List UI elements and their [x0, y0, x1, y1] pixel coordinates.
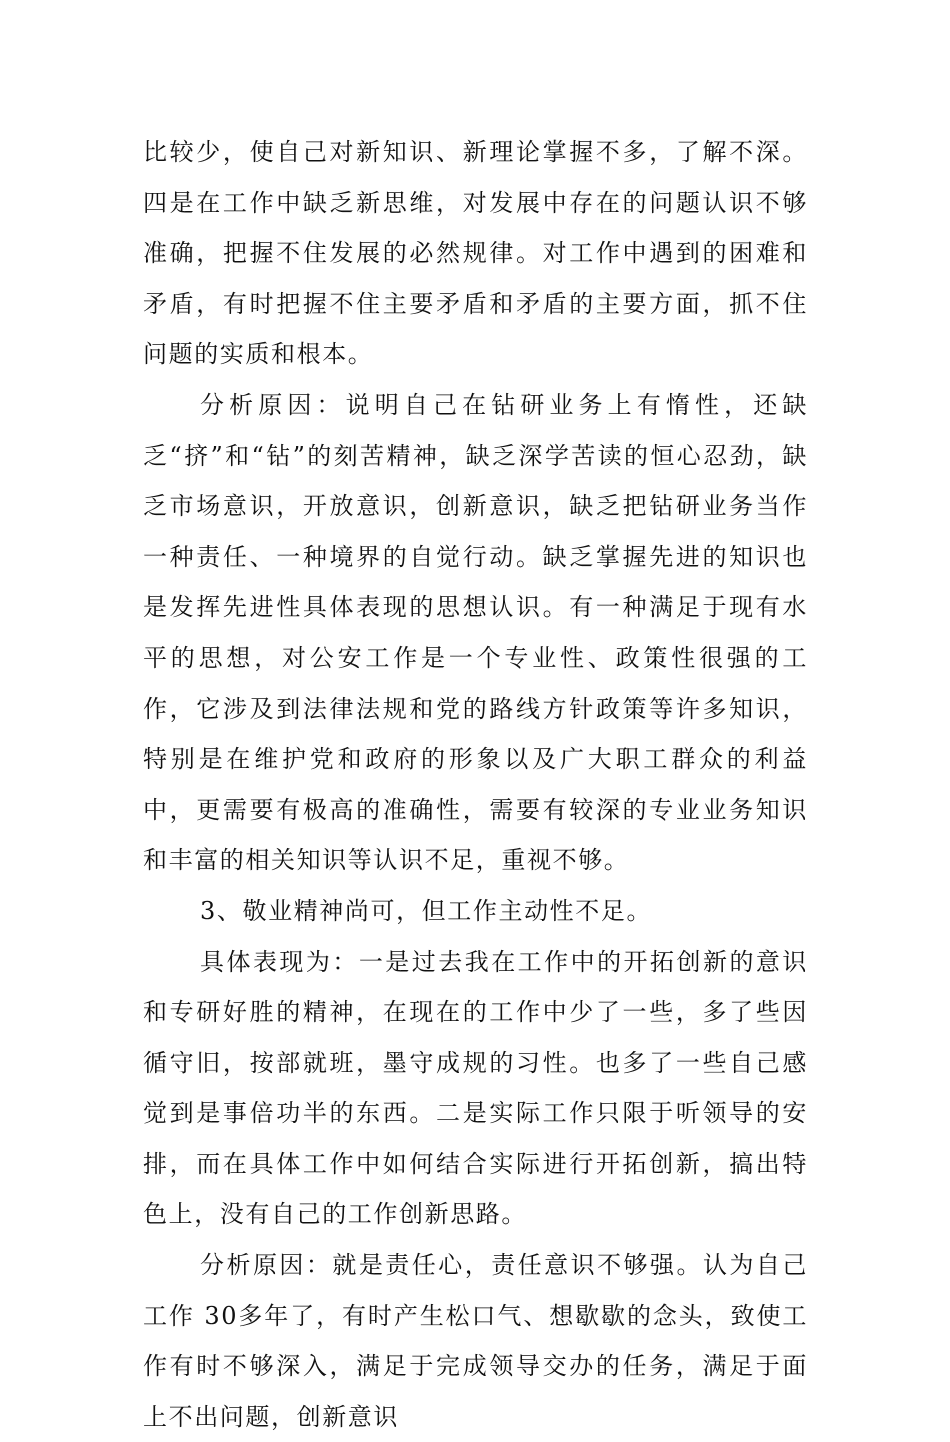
paragraph-1: 比较少，使自己对新知识、新理论掌握不多，了解不深。四是在工作中缺乏新思维，对发展中存在的问题认识不够准确，把握不住发展的必然规律。对工作中遇到的困难和矛盾，有时把握不住主要矛盾和矛盾的主要方面，抓不住问题的实质和根本。 — [143, 138, 808, 369]
section-heading-3: 3、敬业精神尚可，但工作主动性不足。 — [200, 896, 653, 925]
paragraph-2: 分析原因：说明自己在钻研业务上有惰性，还缺乏“挤”和“钻”的刻苦精神，缺乏深学苦读的恒心忍劲，缺乏市场意识，开放意识，创新意识，缺乏把钻研业务当作一种责任、一种境界的自觉行动。缺乏掌握先进的知识也是发挥先进性具体表现的思想认识。有一种满足于现有水平的思想，对公安工作是一个专业性、政策性很强的工作，它涉及到法律法规和党的路线方针政策等许多知识，特别是在维护党和政府的形象以及广大职工群众的利益中，更需要有极高的准确性，需要有较深的专业业务知识和丰富的相关知识等认识不足，重视不够。 — [143, 390, 808, 875]
paragraph-4: 具体表现为：一是过去我在工作中的开拓创新的意识和专研好胜的精神，在现在的工作中少了一些，多了些因循守旧，按部就班，墨守成规的习性。也多了一些自己感觉到是事倍功半的东西。二是实际工作只限于听领导的安排，而在具体工作中如何结合实际进行开拓创新，搞出特色上，没有自己的工作创新思路。 — [143, 947, 808, 1229]
paragraph-5: 分析原因：就是责任心，责任意识不够强。认为自己工作 30多年了，有时产生松口气、想歇歇的念头，致使工作有时不够深入，满足于完成领导交办的任务，满足于面上不出问题，创新意识 — [143, 1251, 808, 1431]
document-body — [143, 127, 808, 1442]
